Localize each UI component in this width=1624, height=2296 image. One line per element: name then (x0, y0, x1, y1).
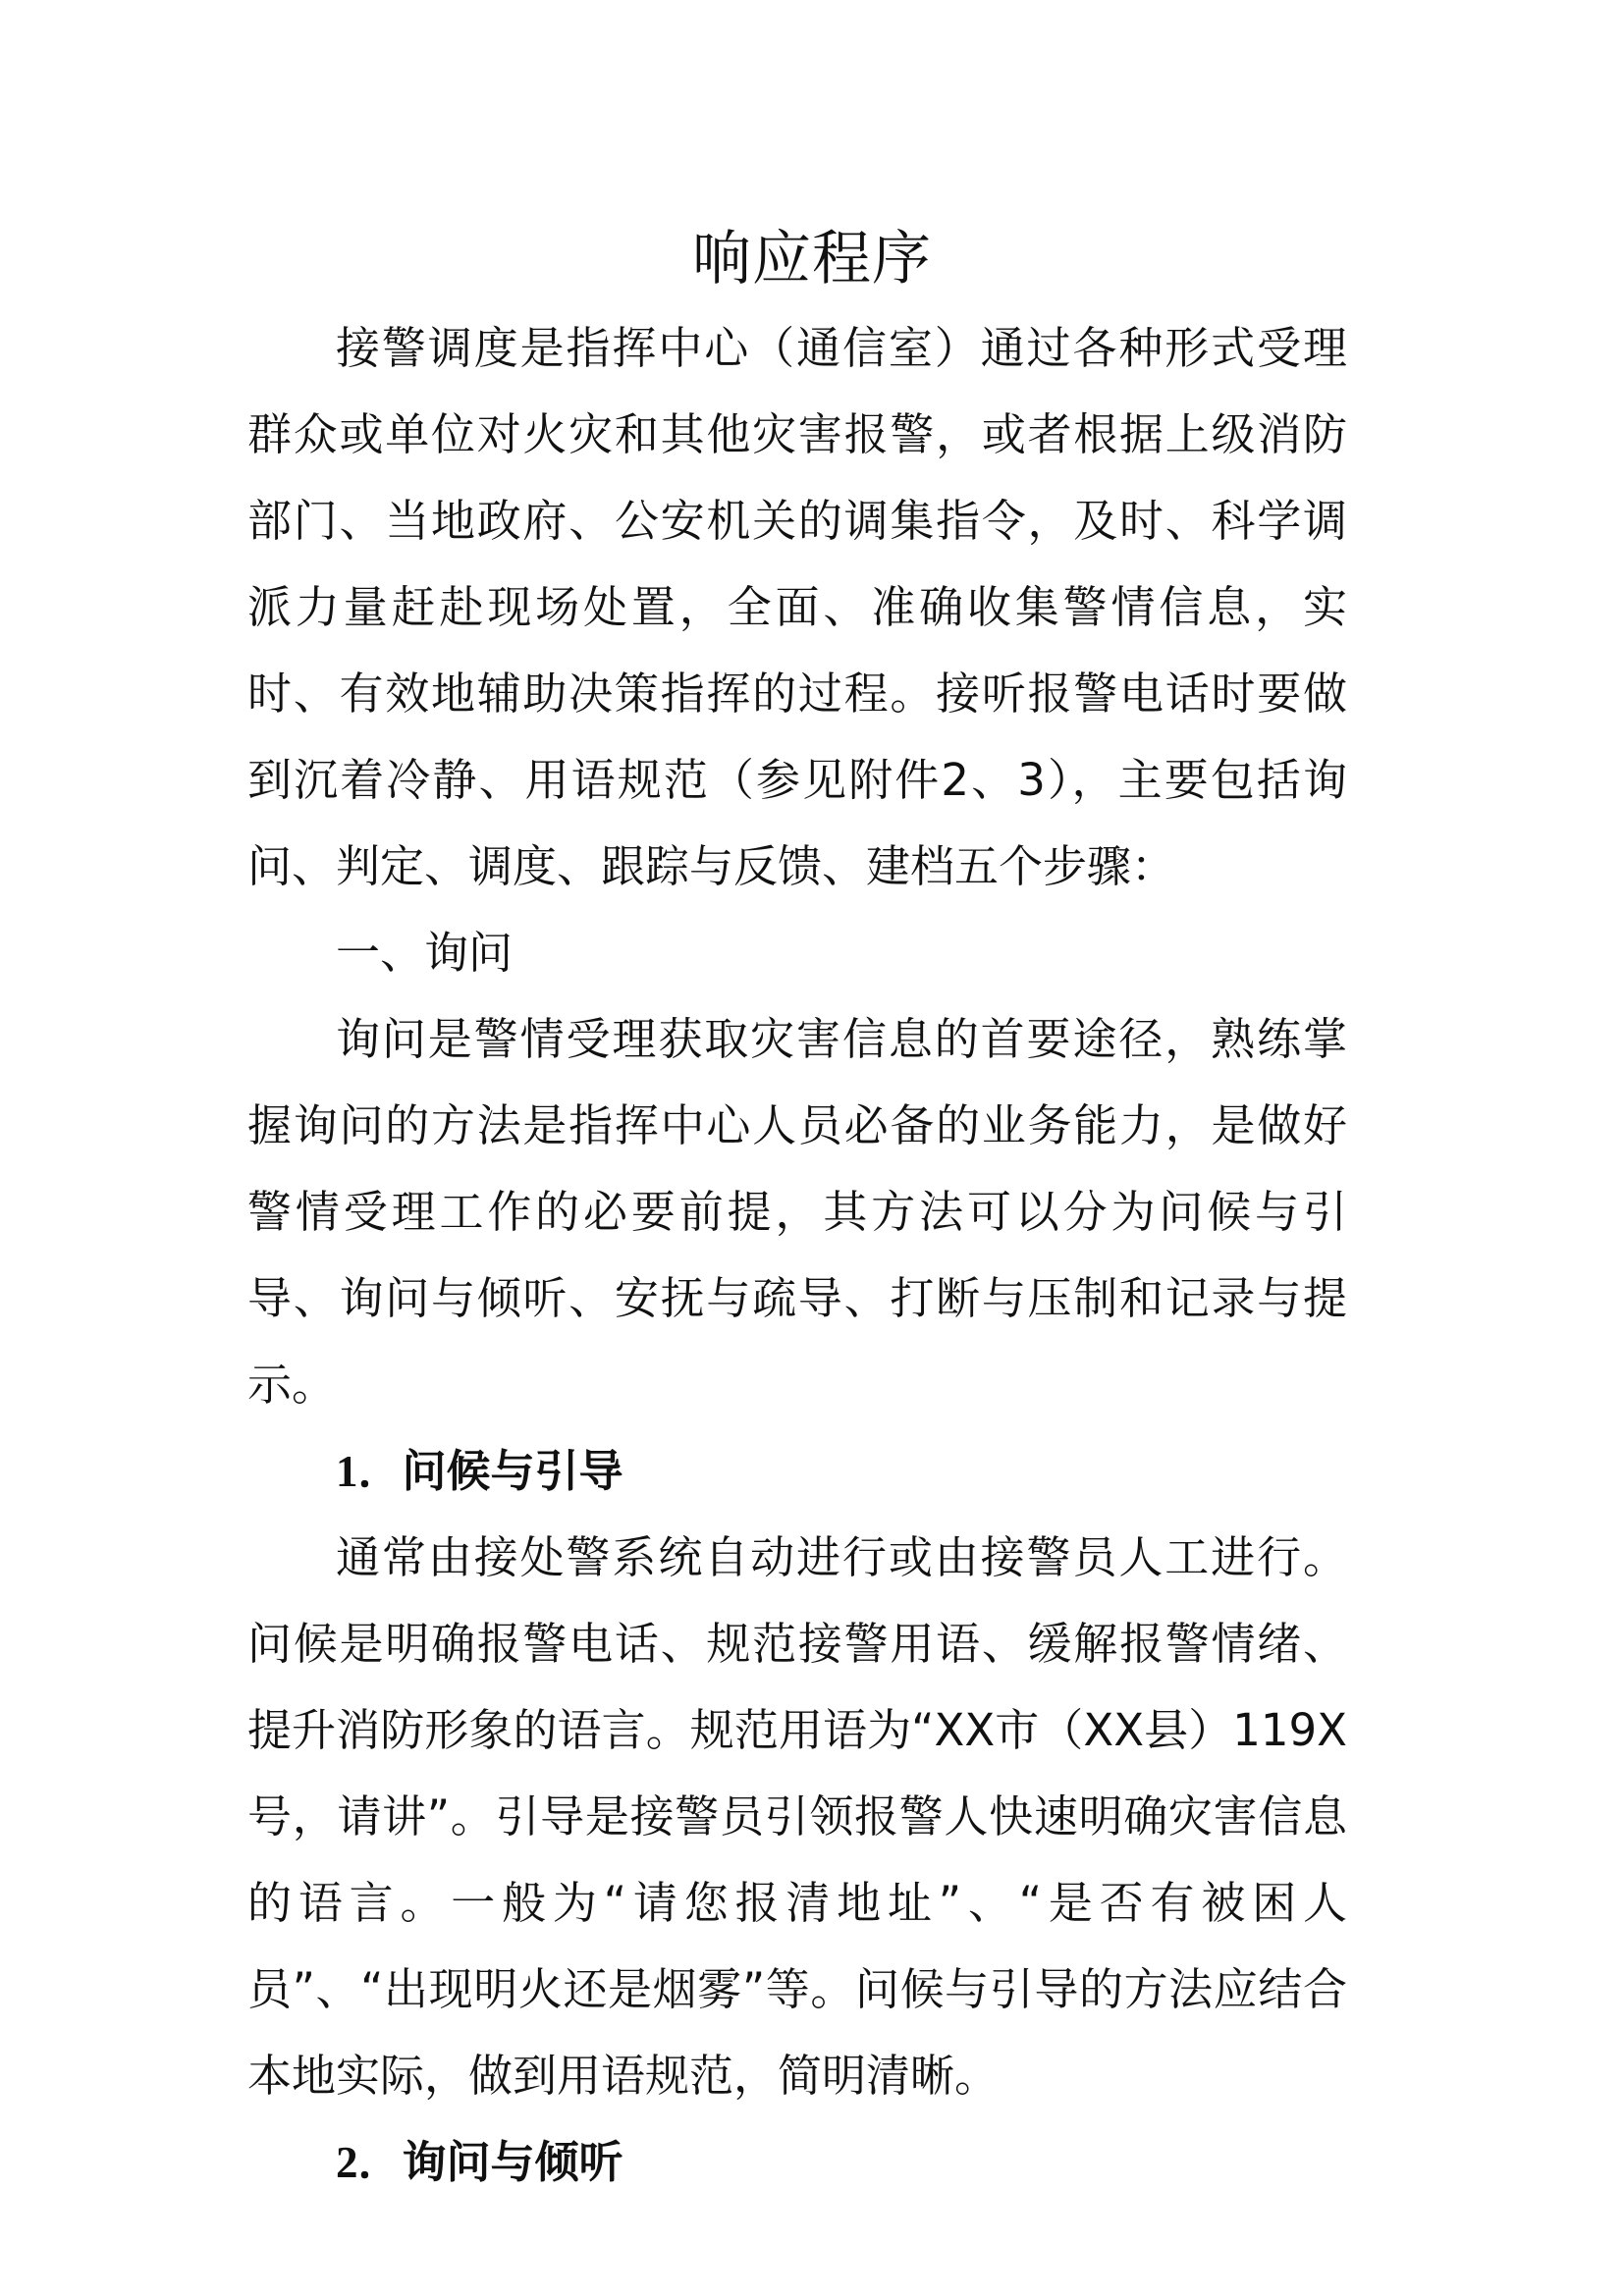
subheading-label: 询问与倾听 (402, 2136, 623, 2188)
greeting-guidance-paragraph: 通常由接处警系统自动进行或由接警员人工进行。问候是明确报警电话、规范接警用语、缓解报警情绪、提升消防形象的语言。规范用语为“XX市（XX县）119X号，请讲”。引导是接警员引领报警人快速明确灾害信息的语言。一般为“请您报清地址”、“是否有被困人员”、“出现明火还是烟雾”等。问候与引导的方法应结合本地实际，做到用语规范，简明清晰。 (247, 1531, 1347, 2102)
subheading-label: 问候与引导 (402, 1445, 623, 1497)
page-title: 响应程序 (692, 225, 932, 294)
intro-paragraph: 接警调度是指挥中心（通信室）通过各种形式受理群众或单位对火灾和其他灾害报警，或者根据上级消防部门、当地政府、公安机关的调集指令，及时、科学调派力量赶赴现场处置，全面、准确收集警情信息，实时、有效地辅助决策指挥的过程。接听报警电话时要做到沉着冷静、用语规范（参见附件2、3），主要包括询问、判定、调度、跟踪与反馈、建档五个步骤： (247, 322, 1347, 892)
section-heading-inquiry: 一、询问 (336, 927, 514, 979)
subheading-greeting-guidance (247, 1428, 1347, 1515)
inquiry-paragraph: 询问是警情受理获取灾害信息的首要途径，熟练掌握询问的方法是指挥中心人员必备的业务能力，是做好警情受理工作的必要前提，其方法可以分为问候与引导、询问与倾听、安抚与疏导、打断与压制和记录与提示。 (247, 1013, 1347, 1411)
subheading-number: 2． (336, 2138, 403, 2187)
document-body (247, 305, 1347, 2206)
subheading-number: 1． (336, 1447, 403, 1496)
subheading-inquiry-listening (247, 2119, 1347, 2206)
